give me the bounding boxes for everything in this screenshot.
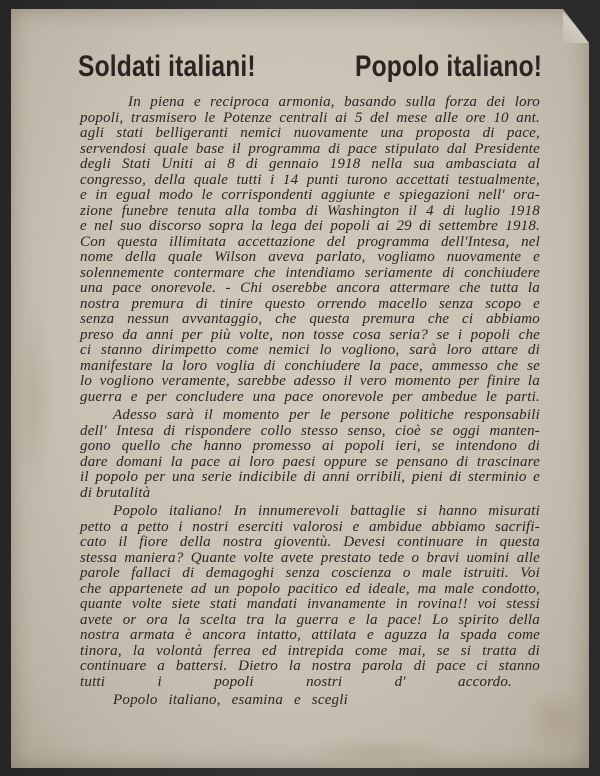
heading-people: Popolo italiano! xyxy=(355,50,543,83)
text-line: e in egual modo le corrispondenti aggiunte e spiegazioni nell' ora- xyxy=(80,187,540,203)
text-line: petto a petto i nostri eserciti valorosi e ambidue abbiamo sacrifi- xyxy=(80,518,540,535)
paragraph-3 xyxy=(80,504,540,690)
text-line: stessa maniera? Quante volte avete prestato tede o bravi uomini alle xyxy=(80,549,540,566)
text-line: agli stati belligeranti nemici nuovamente una proposta di pace, xyxy=(80,125,540,141)
folded-corner xyxy=(563,9,589,43)
text-line: manifestare la loro voglia di conchiudere la pace, ammesso che se xyxy=(80,357,540,374)
text-line: degli Stati Uniti ai 8 di gennaio 1918 nella sua ambasciata al xyxy=(80,156,540,172)
text-line: avete or ora la scelta tra la guerra e la pace! Lo spirito della xyxy=(80,611,540,628)
paragraph-2 xyxy=(80,408,540,501)
text-line: zione funebre tenuta alla tomba di Washington il 4 di luglio 1918 xyxy=(80,202,540,219)
text-line: e nel suo discorso sopra la lega dei popoli ai 29 di settembre 1918. xyxy=(80,218,540,234)
text-line: Con questa illimitata accettazione del programma dell'Intesa, nel xyxy=(80,233,540,250)
paragraph-1 xyxy=(80,95,540,405)
text-line: solennemente contermare che intendiamo seriamente di conchiudere xyxy=(80,264,540,281)
text-line: che appartenete ad un popolo pacitico ed ideale, ma male condotto, xyxy=(80,580,540,597)
text-line: preso da anni per più volte, non tosse cosa seria? se i popoli che xyxy=(80,326,540,343)
text-line: senza nessun avvantaggio, che questa premura che ci abbiamo xyxy=(80,311,540,327)
text-line: nostra armata è ancora intatto, attilata e aguzza la spada come xyxy=(80,627,540,643)
text-line: parole fallaci di demagoghi senza coscienza o male istruiti. Voi xyxy=(80,565,540,581)
text-line: cato il fiore della nostra gioventù. Devesi continuare in questa xyxy=(80,534,540,550)
text-line: dell' Intesa di rispondere collo stesso senso, cioè se oggi manten- xyxy=(80,422,540,439)
text-line: lo vogliono veramente, sarebbe adesso il vero momento per finire la xyxy=(80,373,540,389)
text-line: Adesso sarà il momento per le persone politiche responsabili xyxy=(113,407,540,423)
text-line: ci stanno dirimpetto come nemici lo vogliono, sarà loro attare di xyxy=(80,342,540,358)
heading-soldiers: Soldati italiani! xyxy=(78,50,256,83)
text-line: popoli, trasmisero le Potenze centrali ai 5 del mese alle ore 10 ant. xyxy=(80,109,540,126)
text-line: guerra e per concludere una pace onorevole per ambedue le parti. xyxy=(80,388,540,405)
closing-line: Popolo italiano, esamina e scegli xyxy=(113,692,348,708)
text-line: nostra premura di tinire questo orrendo macello senza scopo e xyxy=(80,295,540,312)
text-line: Popolo italiano! In innumerevoli battaglie si hanno misurati xyxy=(113,503,540,519)
text-line: tutti i popoli nostri d' accordo. xyxy=(80,673,512,690)
text-line: una pace onorevole. - Chi oserebbe ancora attermare che tutta la xyxy=(80,280,540,296)
text-line: il popolo per una serie indicibile di anni orribili, pieni di sterminio e xyxy=(80,469,540,485)
text-line: congresso, della quale tutti i 14 punti turono accettati testualmente, xyxy=(80,171,540,188)
text-line: gono quello che hanno promesso ai popoli ieri, se intendono di xyxy=(80,438,540,454)
text-line: quante volte siete stati mandati invanamente in rovina!! voi stessi xyxy=(80,596,540,612)
text-line: nome della quale Wilson aveva parlato, vogliamo nuovamente e xyxy=(80,249,540,265)
text-line: continuare a battersi. Dietro la nostra parola di pace ci stanno xyxy=(80,658,540,674)
text-line: servendosi quale base il programma di pace stipulato dal Presidente xyxy=(80,140,540,157)
text-line: dare domani la pace ai loro paesi oppure se pensano di trascinare xyxy=(80,453,540,470)
leaflet-body xyxy=(80,95,540,709)
text-line: In piena e reciproca armonia, basando sulla forza dei loro xyxy=(128,94,540,110)
text-line: tinora, la volontà ferrea ed intrepida come mai, se si tratta di xyxy=(80,642,540,659)
text-line: di brutalità xyxy=(80,484,151,501)
paragraph-4 xyxy=(80,693,540,709)
